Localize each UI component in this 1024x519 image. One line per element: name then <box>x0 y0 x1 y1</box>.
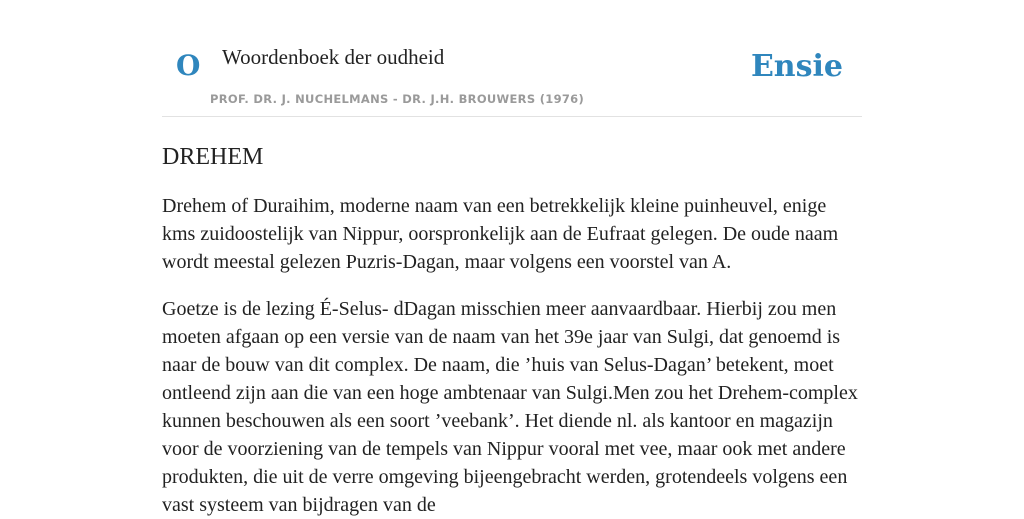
section-letter[interactable]: O <box>176 49 201 82</box>
book-header <box>162 0 862 117</box>
entry-paragraph: Goetze is de lezing É-Selus- dDagan misschien meer aanvaardbaar. Hierbij zou men moeten afgaan op een versie van de naam van het 39e jaar van Sulgi, dat genoemd is naar de bouw van dit complex. De naam, die ’huis van Selus-Dagan’ betekent, moet ontleend zijn aan die van een hoge ambtenaar van Sulgi.Men zou het Drehem-complex kunnen beschouwen als een soort ’veebank’. Het diende nl. als kantoor en magazijn voor de voorziening van de tempels van Nippur vooral met vee, maar ook met andere produkten, die uit de verre omgeving bijeengebracht werden, grotendeels volgens een vast systeem van bijdragen van de <box>162 297 858 516</box>
ensie-logo-link[interactable]: Ensie <box>750 49 843 84</box>
entry-title: DREHEM <box>162 144 264 170</box>
page <box>162 0 862 519</box>
entry-paragraph: Drehem of Duraihim, moderne naam van een betrekkelijk kleine puinheuvel, enige kms zuidoostelijk van Nippur, oorspronkelijk aan de Eufraat gelegen. De oude naam wordt meestal gelezen Puzris-Dagan, maar volgens een voorstel van A. <box>162 194 839 273</box>
book-title[interactable]: Woordenboek der oudheid <box>222 45 445 69</box>
book-authors: PROF. DR. J. NUCHELMANS - DR. J.H. BROUWERS (1976) <box>210 92 585 106</box>
